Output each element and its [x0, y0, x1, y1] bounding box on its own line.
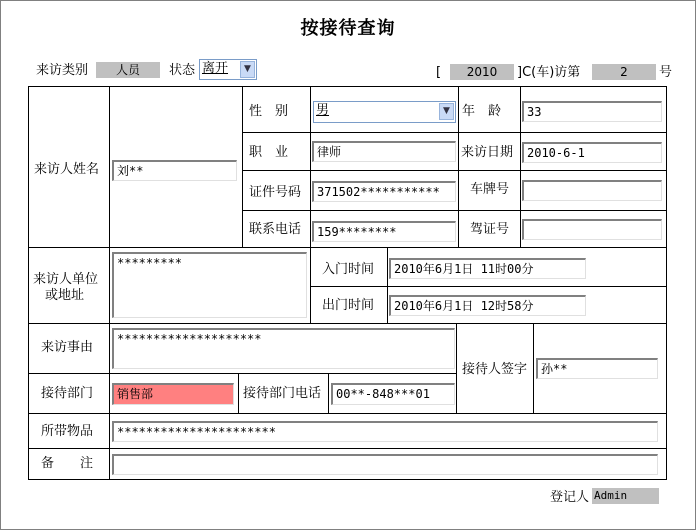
chevron-down-icon[interactable]: ▼ [240, 61, 255, 78]
phone-field[interactable]: 159******** [312, 221, 456, 242]
number-suffix: 号 [659, 65, 673, 80]
age-field[interactable]: 33 [522, 101, 662, 122]
license-label: 驾证号 [470, 222, 510, 237]
visitor-type-field[interactable]: 人员 [96, 62, 160, 78]
reason-label: 来访事由 [41, 340, 94, 355]
phone-label: 联系电话 [249, 222, 302, 237]
exit-time-label: 出门时间 [322, 298, 375, 313]
dept-label: 接待部门 [41, 386, 94, 401]
remark-label: 备 注 [41, 456, 94, 471]
entry-time-field[interactable]: 2010年6月1日 11时00分 [389, 258, 586, 279]
items-field[interactable]: ********************** [112, 421, 658, 442]
plate-label: 车牌号 [470, 182, 510, 197]
plate-field[interactable] [522, 180, 662, 201]
dept-field[interactable]: 销售部 [112, 383, 234, 405]
visit-date-field[interactable]: 2010-6-1 [522, 142, 662, 163]
exit-time-field[interactable]: 2010年6月1日 12时58分 [389, 295, 586, 316]
number-field[interactable]: 2 [592, 64, 656, 80]
status-label: 状态 [169, 63, 196, 78]
unit-label-line1: 来访人单位 [33, 272, 99, 287]
visitor-name-field[interactable]: 刘** [112, 160, 237, 181]
receiver-sign-field[interactable]: 孙** [536, 358, 658, 379]
year-field[interactable]: 2010 [450, 64, 514, 80]
occupation-field[interactable]: 律师 [312, 141, 456, 162]
age-label: 年 龄 [462, 104, 502, 119]
id-number-field[interactable]: 371502*********** [312, 181, 456, 202]
reason-textarea[interactable]: ******************** [112, 328, 455, 369]
registrar-label: 登记人 [550, 490, 590, 505]
gender-select-value: 男 [316, 103, 330, 118]
receiver-sign-label: 接待人签字 [462, 362, 528, 377]
dept-phone-field[interactable]: 00**-848***01 [331, 383, 455, 405]
id-number-label: 证件号码 [249, 185, 302, 200]
occupation-label: 职 业 [249, 145, 289, 160]
bracket-open: [ [436, 65, 442, 80]
gender-label: 性 别 [249, 104, 289, 119]
unit-address-textarea[interactable]: ********* [112, 252, 307, 318]
chevron-down-icon[interactable]: ▼ [439, 103, 454, 120]
unit-label-line2: 或地址 [45, 288, 85, 303]
license-field[interactable] [522, 219, 662, 240]
status-select[interactable] [199, 59, 257, 80]
items-label: 所带物品 [41, 424, 94, 439]
year-suffix: ]C(车)访第 [517, 65, 581, 80]
status-select-value: 离开 [202, 61, 229, 76]
remark-field[interactable] [112, 454, 658, 475]
visit-date-label: 来访日期 [461, 145, 514, 160]
registrar-field: Admin [592, 488, 659, 504]
dept-phone-label: 接待部门电话 [243, 386, 322, 401]
page-title: 按接待查询 [300, 18, 396, 39]
gender-select[interactable] [313, 101, 456, 123]
visitor-type-label: 来访类别 [36, 63, 89, 78]
visitor-name-label: 来访人姓名 [34, 162, 100, 177]
entry-time-label: 入门时间 [322, 262, 375, 277]
